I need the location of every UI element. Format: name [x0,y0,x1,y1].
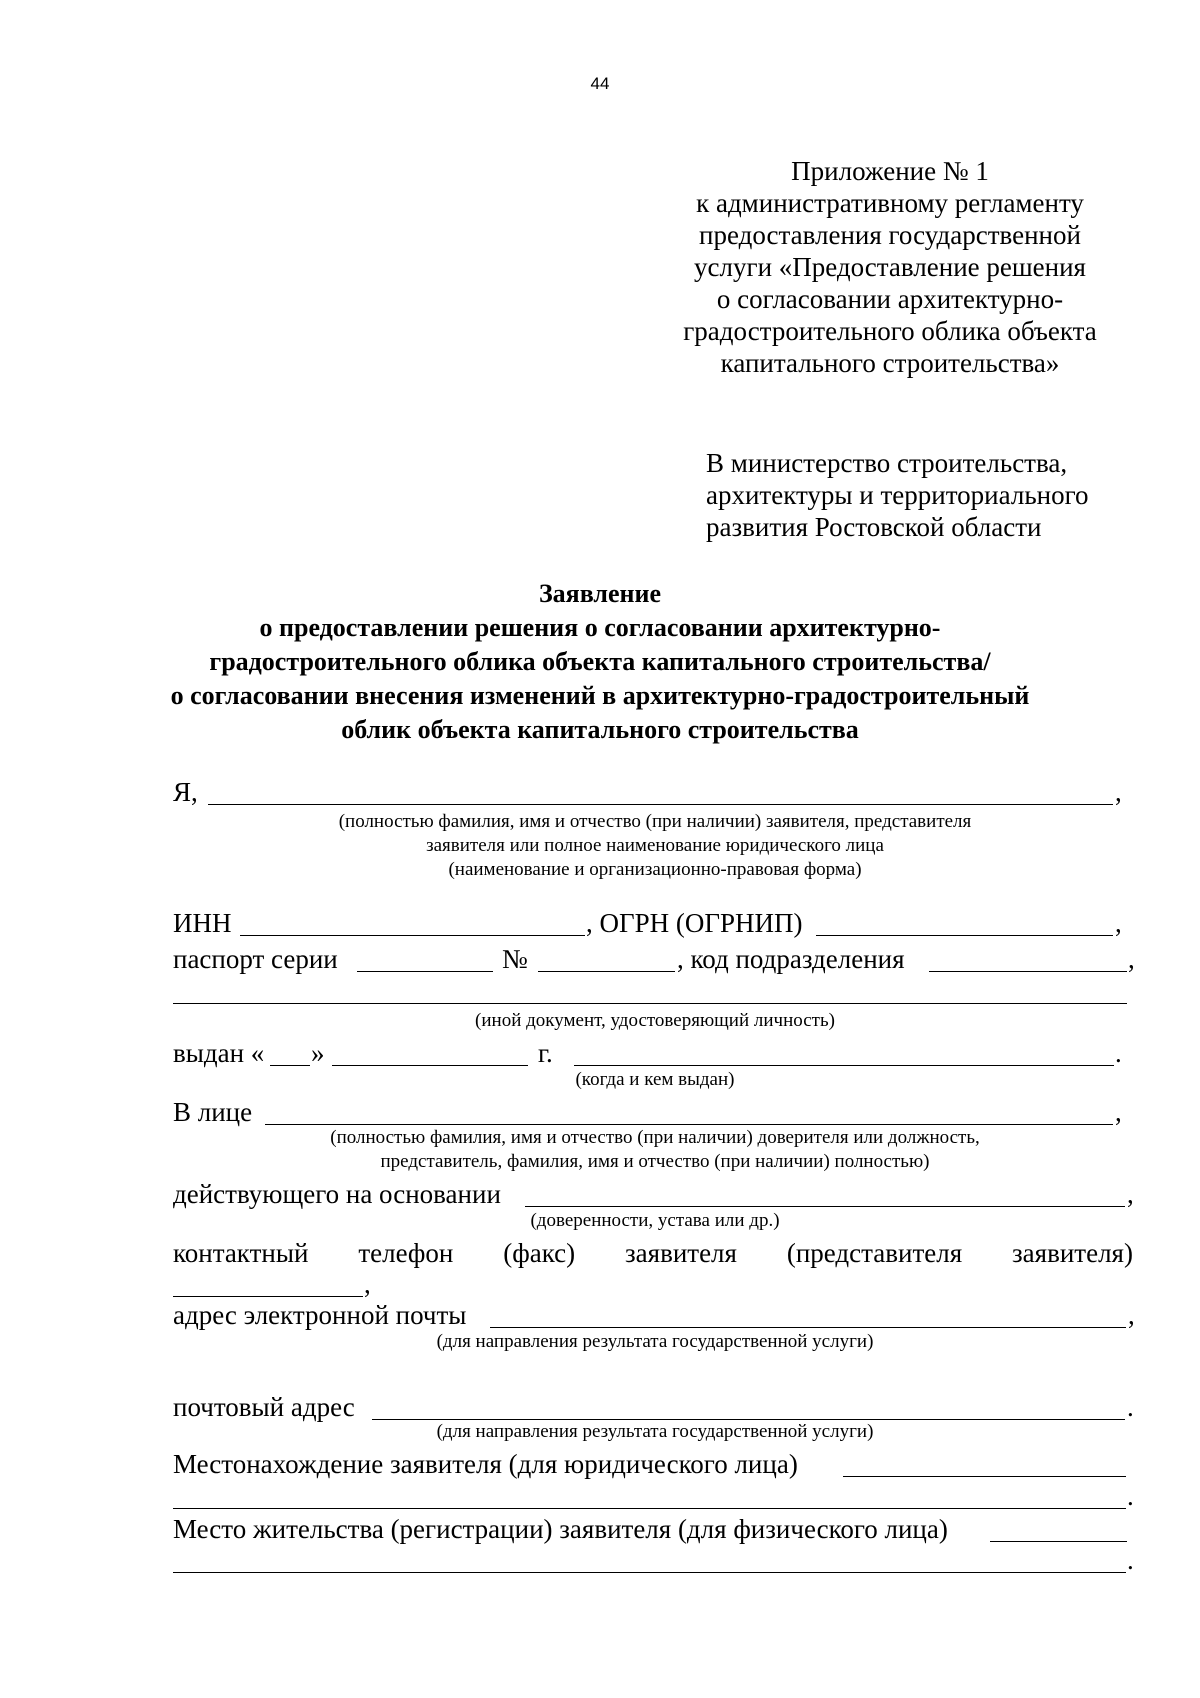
issued-day-field[interactable] [270,1065,310,1066]
title-line: о согласовании внесения изменений в архитектурно-градостроительный [170,681,1030,710]
field-hint: заявителя или полное наименование юридического лица [426,835,884,856]
location-field[interactable] [843,1476,1126,1477]
passport-series-label: паспорт серии [173,944,338,974]
comma: , [1128,1300,1135,1330]
in-person-label: В лице [173,1097,253,1127]
postal-label: почтовый адрес [173,1392,355,1422]
appendix-line: к административному регламенту [696,188,1084,218]
passport-number-field[interactable] [538,971,675,972]
issued-close-quote: » [311,1038,325,1068]
passport-series-field[interactable] [357,971,493,972]
period: . [1127,1392,1134,1422]
ogrn-label: , ОГРН (ОГРНИП) [586,908,803,938]
field-hint: (когда и кем выдан) [575,1069,735,1090]
field-hint: (наименование и организационно-правовая форма) [448,859,862,880]
email-label: адрес электронной почты [173,1300,467,1330]
email-field[interactable] [490,1327,1126,1328]
comma: , [1115,1097,1122,1127]
field-hint: (доверенности, устава или др.) [530,1210,780,1231]
issued-month-field[interactable] [332,1065,528,1066]
comma: , [1128,944,1135,974]
issued-by-field[interactable] [574,1065,1114,1066]
other-document-field[interactable] [173,1003,1127,1004]
appendix-line: услуги «Предоставление решения [694,252,1086,282]
addressee-line: архитектуры и территориального [706,480,1089,510]
field-hint: представитель, фамилия, имя и отчество (при наличии) полностью) [380,1151,930,1172]
issued-label: выдан « [173,1038,265,1068]
residence-field-line-2[interactable] [173,1572,1126,1573]
phone-word: (представителя [786,1238,963,1268]
period: . [1127,1481,1134,1511]
phone-word: заявителя [625,1238,737,1268]
appendix-line: предоставления государственной [699,220,1081,250]
phone-word: контактный [173,1238,309,1268]
ogrn-field[interactable] [816,935,1113,936]
location-label: Местонахождение заявителя (для юридического лица) [173,1449,798,1479]
addressee-line: В министерство строительства, [706,448,1068,478]
location-field-line-2[interactable] [173,1508,1126,1509]
field-hint: (для направления результата государственной услуги) [436,1331,874,1352]
comma: , [364,1269,371,1299]
field-hint: (полностью фамилия, имя и отчество (при наличии) доверителя или должность, [330,1127,980,1148]
period: . [1115,1038,1122,1068]
title-line: о предоставлении решения о согласовании архитектурно- [259,613,941,642]
division-code-label: , код подразделения [677,944,905,974]
field-hint: (иной документ, удостоверяющий личность) [475,1010,835,1031]
division-code-field[interactable] [929,971,1127,972]
appendix-line: о согласовании архитектурно- [716,284,1064,314]
comma: , [1115,908,1122,938]
applicant-label: Я, [173,777,198,807]
title-line: Заявление [538,579,662,608]
period: . [1127,1545,1134,1575]
phone-word: телефон [358,1238,454,1268]
field-hint: (для направления результата государственной услуги) [436,1421,874,1442]
appendix-line: градостроительного облика объекта [683,316,1097,346]
applicant-name-field[interactable] [208,804,1113,805]
residence-label: Место жительства (регистрации) заявителя (для физического лица) [173,1514,948,1544]
field-hint: (полностью фамилия, имя и отчество (при наличии) заявителя, представителя [338,811,972,832]
residence-field[interactable] [990,1541,1127,1542]
phone-label [173,1236,1133,1270]
phone-field[interactable] [173,1296,363,1297]
inn-field[interactable] [240,935,585,936]
acting-basis-label: действующего на основании [173,1179,501,1209]
title-line: градостроительного облика объекта капитального строительства/ [209,647,991,676]
comma: , [1127,1179,1134,1209]
acting-basis-field[interactable] [525,1206,1125,1207]
appendix-line: капитального строительства» [720,348,1060,378]
phone-word: (факс) [503,1238,576,1268]
addressee-line: развития Ростовской области [706,512,1042,542]
phone-word: заявителя) [1012,1238,1133,1268]
title-line: облик объекта капитального строительства [341,715,859,744]
passport-number-label: № [502,944,528,974]
page-number: 44 [590,74,610,93]
inn-label: ИНН [173,908,232,938]
in-person-field[interactable] [265,1124,1113,1125]
year-label: г. [538,1038,553,1068]
appendix-line: Приложение № 1 [791,156,989,186]
comma: , [1115,777,1122,807]
